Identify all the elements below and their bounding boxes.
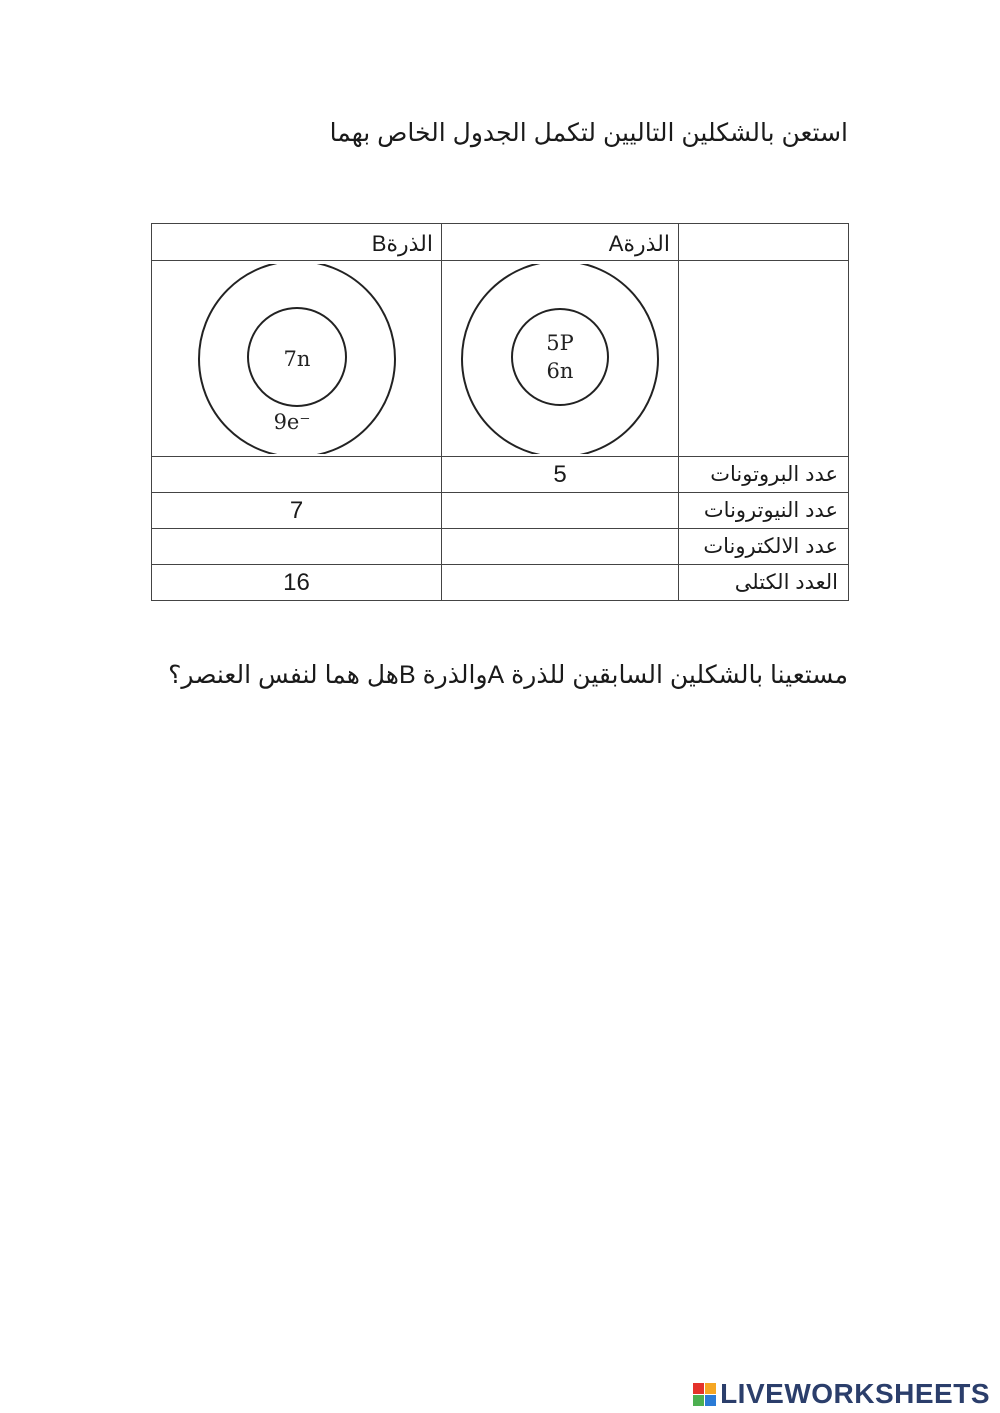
atom-a-diagram [455, 264, 665, 454]
cell-a-protons[interactable]: 5 [442, 457, 679, 493]
atom-a-nucleus [512, 309, 608, 405]
logo-mark-icon [693, 1383, 716, 1406]
atom-a-nucleus-label-2: 6n [546, 358, 574, 383]
header-atom-b: الذرةB [152, 224, 442, 261]
instruction-text: استعن بالشكلين التاليين لتكمل الجدول الخاص بهما [329, 119, 848, 147]
table-header-row [152, 224, 849, 261]
atom-b-nucleus-label: 7n [283, 346, 310, 371]
diagram-row [152, 261, 849, 457]
header-atom-a: الذرةA [442, 224, 679, 261]
logo-square-blue [705, 1395, 716, 1406]
cell-b-mass-number[interactable]: 16 [152, 565, 442, 601]
atom-b-shell-label: 9e⁻ [273, 409, 310, 434]
question-text: مستعينا بالشكلين السابقين للذرة Aوالذرة Bهل هما لنفس العنصر؟ [168, 661, 848, 689]
row-label-mass-number: العدد الكتلى [679, 565, 849, 601]
row-label-protons: عدد البروتونات [679, 457, 849, 493]
cell-a-mass-number[interactable] [442, 565, 679, 601]
cell-a-electrons[interactable] [442, 529, 679, 565]
table-row [152, 457, 849, 493]
atom-b-diagram [192, 264, 402, 454]
cell-b-electrons[interactable] [152, 529, 442, 565]
row-label-neutrons: عدد النيوترونات [679, 493, 849, 529]
cell-b-neutrons[interactable]: 7 [152, 493, 442, 529]
cell-b-protons[interactable] [152, 457, 442, 493]
diagram-cell-a [442, 261, 679, 457]
cell-a-neutrons[interactable] [442, 493, 679, 529]
logo-square-orange [705, 1383, 716, 1394]
table-row [152, 529, 849, 565]
atom-a-nucleus-label-1: 5P [546, 330, 574, 355]
table-row [152, 565, 849, 601]
row-label-electrons: عدد الالكترونات [679, 529, 849, 565]
logo-square-red [693, 1383, 704, 1394]
liveworksheets-logo [693, 1380, 990, 1408]
table-row [152, 493, 849, 529]
header-empty [679, 224, 849, 261]
logo-text: LIVEWORKSHEETS [720, 1378, 990, 1409]
diagram-cell-b [152, 261, 442, 457]
atom-table [151, 223, 849, 601]
diagram-cell-empty [679, 261, 849, 457]
logo-square-green [693, 1395, 704, 1406]
